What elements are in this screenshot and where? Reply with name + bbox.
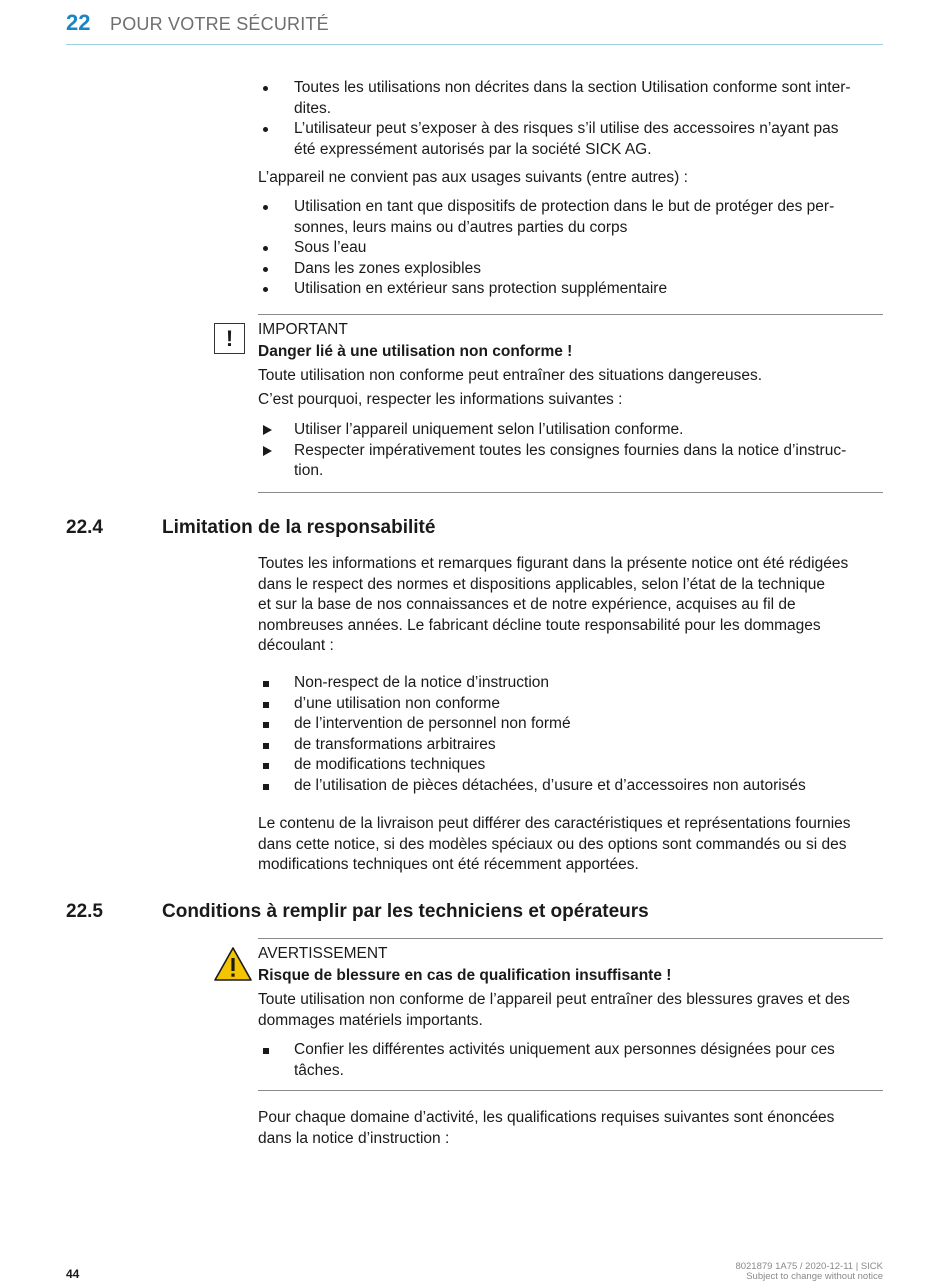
list-item: Utiliser l’appareil uniquement selon l’utilisation conforme.: [294, 421, 684, 438]
notice-top-rule: [258, 314, 883, 315]
notice-heading: Danger lié à une utilisation non conforme !: [258, 342, 573, 360]
list-item: Utilisation en tant que dispositifs de protection dans le but de protéger des per- sonnes, leurs mains ou d’autres parties du corps: [294, 198, 835, 236]
list-item: Non-respect de la notice d’instruction: [294, 674, 550, 691]
warning-top-rule: [258, 938, 883, 939]
warning-bottom-rule: [258, 1090, 883, 1091]
unsuitable-list-block: [258, 197, 883, 300]
notice-text: Toute utilisation non conforme de l’appareil peut entraîner des blessures graves et des dommages matériels importants.: [258, 991, 850, 1029]
list-item: d’une utilisation non conforme: [294, 694, 500, 712]
warning-action-list: [258, 1040, 883, 1081]
list-item: Respecter impérativement toutes les consignes fournies dans la notice d’instruc- tion.: [294, 441, 847, 479]
section-title: Conditions à remplir par les techniciens et opérateurs: [162, 901, 649, 922]
notice-action-list: [258, 420, 883, 482]
page-number: 44: [66, 1267, 80, 1281]
section-title: Limitation de la responsabilité: [162, 517, 436, 538]
doc-reference: 8021879 1A75 / 2020-12-11 | SICK: [735, 1261, 883, 1272]
intro-list-block: [258, 78, 883, 160]
list-item: Confier les différentes activités uniquement aux personnes désignées pour ces tâches.: [294, 1041, 835, 1079]
liability-list: [258, 673, 883, 796]
list-item: Utilisation en extérieur sans protection supplémentaire: [294, 280, 668, 297]
list-item: Toutes les utilisations non décrites dans la section Utilisation conforme sont inter- dites.: [294, 79, 851, 117]
warning-triangle-icon: [213, 946, 253, 982]
notice-bottom-rule: [258, 492, 883, 493]
liability-list-block: [258, 673, 883, 796]
section-paragraph: Toutes les informations et remarques figurant dans la présente notice ont été rédigées dans le respect des normes et dispositions applicables, selon l’état de la technique et sur la base de nos connaissances et de notre expérience, acquises au fil de nombreuses années. Le fabricant décline toute responsabilité pour les dommages découlant :: [258, 555, 849, 654]
list-item: Sous l’eau: [294, 239, 367, 256]
unsuitable-intro: L’appareil ne convient pas aux usages suivants (entre autres) :: [258, 169, 688, 186]
qualifications-paragraph: Pour chaque domaine d’activité, les qualifications requises suivantes sont énoncées dans la notice d’instruction :: [258, 1109, 835, 1147]
notice-heading: Risque de blessure en cas de qualification insuffisante !: [258, 966, 672, 984]
chapter-number: 22: [66, 10, 91, 35]
important-notice: [258, 320, 883, 482]
list-item: Dans les zones explosibles: [294, 259, 481, 277]
list-item: de transformations arbitraires: [294, 735, 496, 753]
notice-text: Toute utilisation non conforme peut entraîner des situations dangereuses.: [258, 367, 763, 384]
notice-label: IMPORTANT: [258, 321, 348, 338]
list-item: de modifications techniques: [294, 756, 486, 773]
page-header: [66, 8, 883, 45]
warning-triangle-icon: [213, 946, 253, 982]
notice-text: C’est pourquoi, respecter les informations suivantes :: [258, 390, 623, 408]
chapter-title: POUR VOTRE SÉCURITÉ: [110, 14, 329, 34]
unsuitable-list: [258, 197, 883, 300]
section-closing-paragraph: Le contenu de la livraison peut différer des caractéristiques et représentations fournies dans cette notice, si des modèles spéciaux ou des options sont commandés ou si des modifications techniques ont été récemment apportées.: [258, 815, 851, 873]
list-item: L’utilisateur peut s’exposer à des risques s’il utilise des accessoires n’ayant pas été expressément autorisés par la société SICK AG.: [294, 120, 839, 158]
exclamation-box-icon: !: [214, 323, 245, 354]
list-item: de l’intervention de personnel non formé: [294, 715, 571, 732]
subject-note: Subject to change without notice: [746, 1271, 883, 1282]
notice-label: AVERTISSEMENT: [258, 945, 388, 962]
warning-notice: [258, 944, 883, 1081]
footer-doc-info: [735, 1262, 883, 1282]
section-number: 22.4: [66, 517, 103, 538]
section-number: 22.5: [66, 901, 103, 922]
intro-list: [258, 78, 883, 160]
list-item: de l’utilisation de pièces détachées, d’usure et d’accessoires non autorisés: [294, 776, 806, 794]
